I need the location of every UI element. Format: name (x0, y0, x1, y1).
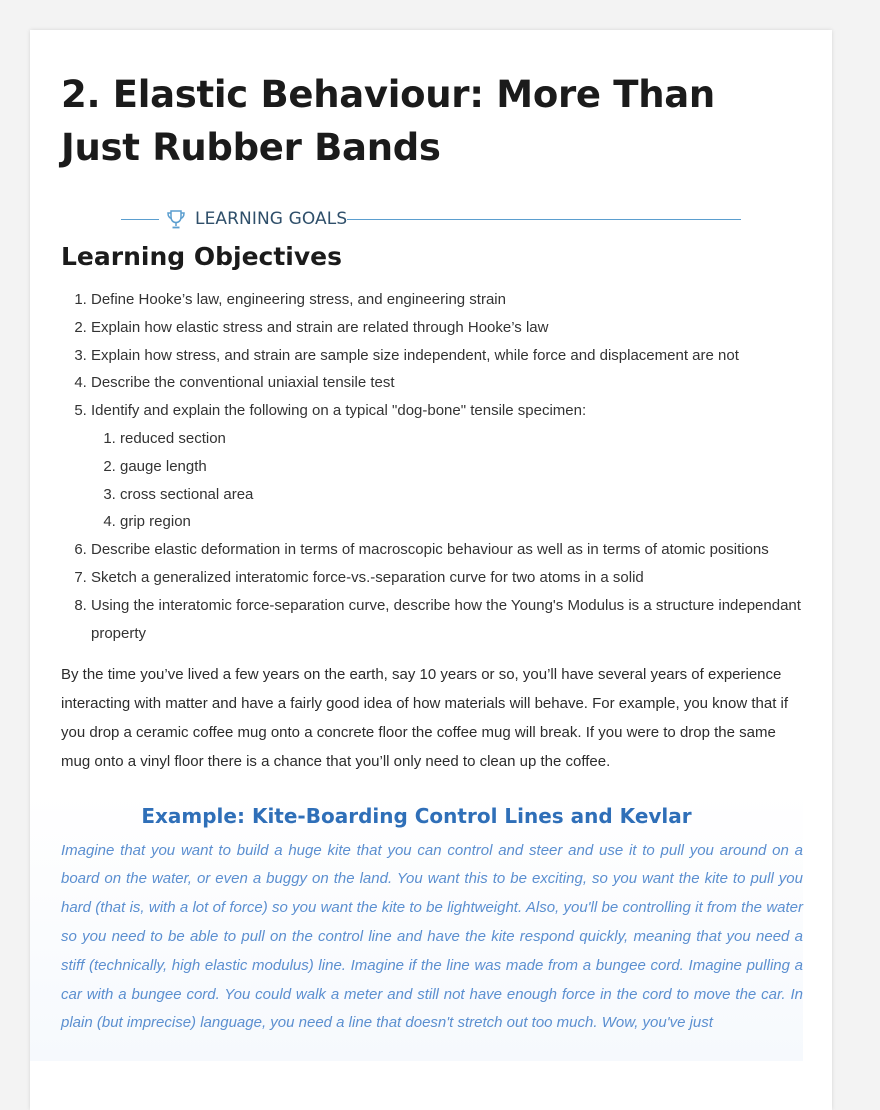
objective-item: 6. Describe elastic deformation in terms of macroscopic behaviour as well as in terms of atomic positions (91, 536, 803, 564)
objective-item: 1. Define Hooke’s law, engineering stress, and engineering strain (91, 286, 803, 314)
sub-objective-item: 1. reduced section (120, 425, 803, 453)
objective-item: 4. Describe the conventional uniaxial tensile test (91, 369, 803, 397)
divider-line-left (121, 219, 159, 220)
objectives-heading: Learning Objectives (61, 242, 342, 271)
example-text: Imagine that you want to build a huge kite that you can control and steer and use it to pull you around on a board on the water, or even a buggy on the land. You want this to be exciting, so you want the kite to pull you hard (that is, with a lot of force) so you want the kite to be lightweight. Also, you'll be controlling it from the water so you need to be able to pull on the control line and have the kite respond quickly, meaning that you need a stiff (technically, high elastic modulus) line. Imagine if the line was made from a bungee cord. Imagine pulling a car with a bungee cord. You could walk a meter and still not have enough force in the cord to move the car. In plain (but imprecise) language, you need a line that doesn't stretch out too much. Wow, you've just (61, 841, 803, 1032)
divider-line-right (347, 219, 741, 220)
objectives-list (61, 286, 803, 647)
content (61, 68, 803, 1061)
learning-goals-divider (121, 204, 741, 234)
example-title: Example: Kite-Boarding Control Lines and Kevlar (141, 803, 692, 828)
objective-item: 2. Explain how elastic stress and strain are related through Hooke’s law (91, 314, 803, 342)
sub-objective-item: 2. gauge length (120, 453, 803, 481)
objective-item: 3. Explain how stress, and strain are sample size independent, while force and displacement are not (91, 342, 803, 370)
sub-objective-item: 3. cross sectional area (120, 481, 803, 509)
learning-goals-label: LEARNING GOALS (195, 209, 348, 229)
objective-item: 8. Using the interatomic force-separation curve, describe how the Young's Modulus is a structure independant property (91, 592, 803, 648)
objective-text: Identify and explain the following on a typical "dog-bone" tensile specimen: (91, 402, 587, 420)
intro-paragraph: By the time you’ve lived a few years on the earth, say 10 years or so, you’ll have several years of experience interacting with matter and have a fairly good idea of how materials will behave. For example, you know that if you drop a ceramic coffee mug onto a concrete floor the coffee mug will break. If you were to drop the same mug onto a vinyl floor there is a chance that you’ll only need to clean up the coffee. (61, 666, 789, 770)
objective-item (91, 397, 803, 536)
example-box (30, 791, 803, 1061)
sub-objectives-list (91, 425, 803, 536)
sub-objective-item: 4. grip region (120, 508, 803, 536)
objective-item: 7. Sketch a generalized interatomic force-vs.-separation curve for two atoms in a solid (91, 564, 803, 592)
page-title: 2. Elastic Behaviour: More Than Just Rubber Bands (61, 73, 715, 169)
page-card (30, 30, 832, 1110)
trophy-icon (165, 208, 187, 230)
